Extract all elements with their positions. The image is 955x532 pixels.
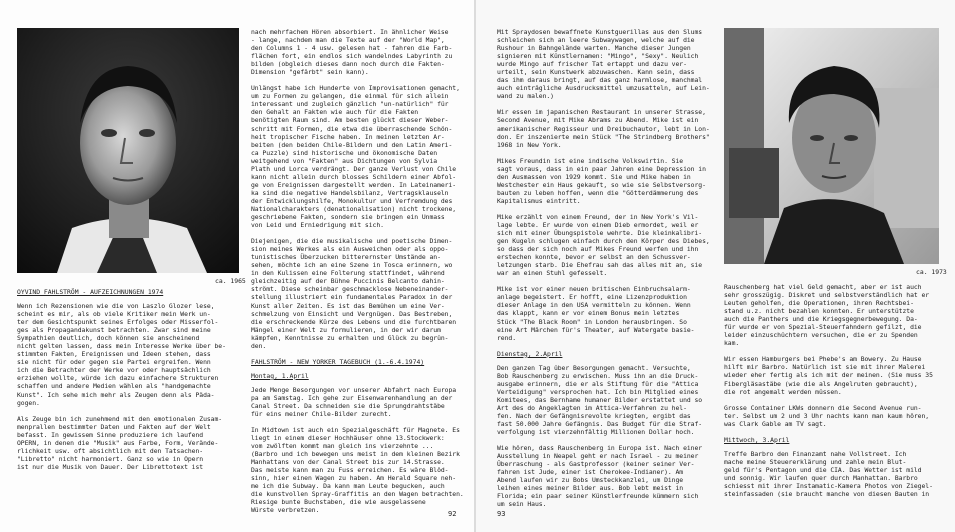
diary-date: Dienstag, 2.April	[497, 349, 563, 358]
left-column-2	[251, 28, 473, 518]
paragraph: Diejenigen, die die musikalische und poetische Dimen- sion meines Werkes als ein Ausweichen oder als oppo- tunistisches Überzucken bitterernster Umstände an- sehen, möchte ich an eine Szene in Tosca erinnern, wo in den Kulissen eine Folterung stattfindet, während gleichzeitig auf der Bühne Puccinis Belcanto dahin- strömt. Diese scheinbar geschmacklose Nebeneinander- stellung illustriert ein fundamentales Paradox in der Kunst aller Zeiten. Es ist das Bemühen um eine Ver- schmelzung von Einsicht und Vergnügen. Das Bestreben, die erschreckende Kürze des Lebens und die furchtbaren Mängel einer Welt zu formulieren, in der wir darum kämpfen, Kenntnisse zu erhalten und Glück zu begrün- den.	[251, 237, 457, 350]
paragraph: Als Zeuge bin ich zunehmend mit den emotionalen Zusam- menprallen bestimmter Daten und Fakten auf der Welt befasst. In gewissem Sinne produziere ich laufend OPERN, in denen die "Musik" aus Farbe, Form, Verände- rlichkeit usw. oft absichtlich mit den Tatsachen- "Libretto" nicht harmoniert. Ganz so wie in Opern ist nur die Musik von Dauer. Der Librettotext ist	[17, 414, 223, 471]
diary-heading: FAHLSTRÖM - NEW YORKER TAGEBUCH (1.-6.4.1974)	[251, 357, 425, 366]
diary-date: Mittwoch, 3.April	[724, 435, 790, 444]
right-column-1	[497, 28, 722, 518]
photo-caption: ca. 1965	[215, 277, 246, 285]
page-number: 93	[497, 510, 506, 518]
paragraph: Mikes Freundin ist eine indische Volkswirtin. Sie sagt voraus, dass in ein paar Jahren eine Depression in den Ausmassen von 1929 kommt. Sie und Mike haben in Westchester ein Haus gekauft, so wie sie Selbstversorg- bauten zu leben hoffen, wenn die "Götterdämmerung des Kapitalismus eintritt.	[497, 156, 706, 205]
paragraph: Mike ist vor einer neuen britischen Einbruchsalarm- anlage begeistert. Er hofft, eine Lizenzproduktion dieser Anlage in den USA vermitteln zu können. Wenn das klappt, kann er vor einem Bonus mein letztes Stück "The Black Room" in London herausbringen. So eine Art Märchen für's Theater, auf Watergate basie- rend.	[497, 285, 695, 342]
right-column-2	[724, 283, 949, 518]
paragraph: Rauschenberg hat viel Geld gemacht, aber er ist auch sehr grosszügig. Diskret und selbstverständlich hat er Leuten geholfen, die Operationen, ihren Rechtsbei- stand u.z. nicht bezahlen konnten. Er unterstützte auch die Panthers und die Kriegsgegnerbewegung. Da- für wurde er von Spezial-Steuerfahndern gefilzt, die leider einzuschüchtern versuchen, die er zu Spenden kam.	[724, 283, 930, 348]
paragraph: Mike erzählt von einem Freund, der in New York's Vil- lage lebte. Er wurde von einem Dieb ermordet, weil er sich mit einer Übungspistole wehrte. Die kleinkalibri- gen Kugeln schlugen einfach durch den Körper des Diebes, so dass der sich noch auf Mikes Freund werfen und ihn erstechen konnte, bevor er selbst an den Schussver- letzungen starb. Die Ehefrau sah das alles mit an, sie war an einen Stuhl gefesselt.	[497, 212, 710, 278]
left-page	[0, 0, 475, 532]
paragraph: Den ganzen Tag über Besorgungen gemacht. Versuchte, Bob Rauschenberg zu erwischen. Muss ihn an die Druck- ausgabe erinnern, die er als Stiftung für die "Attica Verteidigung" versprochen hat. Ich bin Mitglied eines Komitees, das Bernhame humaner Bilder erstattet und so Art des do Angeklagten im Attica-Verfahren zu hel- fen. Nach der Gefängnisrevolte kriegten, ergibt das fast 50.000 Jahre Gefängnis. Das Budget für die Straf- verfolgung ist vierzehnfältig Millionen Dollar hoch.	[497, 363, 703, 437]
right-page	[476, 0, 955, 532]
paragraph: In Midtown ist auch ein Spezialgeschäft für Magnete. Es liegt in einem dieser Hochhäuser ohne 13.Stockwerk: vom zwölften kommt man gleich ins vierzehnte ... (Barbro und ich bewegen uns meist in dem kleinen Bezirk Manhattans von der Canal Street bis zur 14.Strasse. Das meiste kann man zu Fuss erreichen. Es wäre Blöd- sinn, hier einen Wagen zu haben. Am Herald Square neh- me ich die Subway. Da kann man Leute begucken, auch die kunstvollen Spray-Graffitis an den Wagen betrachten. Riesige bunte Buchstaben, die wie ausgelassene Würste verbretzen.	[251, 425, 464, 515]
page-number: 92	[448, 510, 457, 518]
paragraph: Treffe Barbro den Finanzamt nahe Vollstreet. Ich mache meine Steuererklärung und zahle mein Blut- geld für's Pentagon und die CIA. Das Wetter ist mild und sonnig. Wir laufen quer durch Manhattan. Barbro schiesst mit ihrer Instamatic-Kamera Photos von Ziegel- steinfassaden (sie braucht manche von diesen Bauten in	[724, 449, 933, 498]
portrait-photo-1973	[724, 28, 939, 264]
paragraph: Wir essen Hamburgers bei Phebe's am Bowery. Zu Hause hilft mir Barbro. Natürlich ist sie mit ihrer Malerei wieder eher fertig als ich mit der meinen. (Sie muss 35 Fibergläsastäbe (wie die als Angelruten gebraucht), die rot angemalt werden müssen.	[724, 355, 933, 396]
portrait-photo-1965	[17, 28, 239, 273]
left-column-1	[17, 288, 247, 518]
paragraph: Jede Menge Besorgungen vor unserer Abfahrt nach Europa pa am Samstag. Ich gehe zur Eisenwarenhandlung an der Canal Street. Da schneiden sie die Sprungdrahtstäbe für eins meiner Chile-Bilder zurecht.	[251, 385, 457, 418]
paragraph: Grosse Container LKWs donnern die Second Avenue run- ter. Selbst um 2 und 3 Uhr nachts kann man kaum hören, was Clark Gable am TV sagt.	[724, 403, 930, 428]
portrait-image	[724, 28, 939, 264]
paragraph: Wir essen im japanischen Restaurant in unserer Strasse, Second Avenue, mit Mike Abrams zu Abend. Mike ist ein amerikanischer Regisseur und Dreibuchautor, lebt in Lon- don. Er inszenierte mein Stück "The Strindberg Brothers" 1968 in New York.	[497, 108, 710, 149]
paragraph: Wie hören, dass Rauschenberg in Europa ist. Nach einer Ausstellung in Neapel geht er nach Israel - zu meiner Überraschung - als Gastprofessor (keiner seiner Ver- fahren ist Jude, einer ist Cherokee-Indianer). Am Abend laufen wir zu Bobs Umsteckkanzlei, um Dinge leihen eines meiner Bilder aus. Bob lebt meist in Florida; ein paar seiner Künstlerfreunde kümmern sich um sein Haus.	[497, 444, 703, 509]
photo-caption: ca. 1973	[916, 268, 947, 276]
paragraph: nach mehrfachem Hören absorbiert. In ähnlicher Weise - lange, nachdem man die Texte auf der "World Map", den Columns 1 - 4 usw. gelesen hat - fahren die Farb- flächen fort, ein endlos sich wandelndes Labyrinth zu bilden (obgleich dieses dann noch durch die Fakten- Dimension "gefärbt" sein kann).	[251, 28, 453, 77]
diary-date: Montag, 1.April	[251, 371, 309, 380]
section-heading: OYVIND FAHLSTRÖM - AUFZEICHNUNGEN 1974	[17, 288, 164, 296]
paragraph: Mit Spraydosen bewaffnete Kunstguerillas aus den Slums schleichen sich an leere Subwaywagen, welche auf die Rushour in Bahngelände warten. Manche dieser Jungen signieren mit Künstlernamen: "Mingo", "Sexy". Neulich wurde Mingo auf frischer Tat ertappt und dazu ver- urteilt, sein Kunstwerk abzuwaschen. Kann sein, dass das ihm daraus bringt, auf das ganz harmlose, manchmal auch einträgliche Ausdrucksmittel umzusatteln, auf Lein- wand zu malen.)	[497, 28, 710, 101]
portrait-image	[17, 28, 239, 273]
paragraph: Unlängst habe ich Hunderte von Improvisationen gemacht, um zu Formen zu gelangen, die einmal für sich allein interessant und zugleich gänzlich "un-natürlich" für den Gehalt an Fakten wie auch für die Fakten benötigten Raum sind. Am besten glückt dieser Weber- schritt mit Formen, die etwa die überraschende Schön- heit tropischer Fische haben. In meinen letzten Ar- beiten (den beiden Chile-Bildern und den Latin Ameri- ca Puzzle) sind historische und ökonomische Daten weitgehend von "Fakten" aus Dichtungen von Sylvia Plath und Lorca verdrängt. Der ganze Verlust von Chile kann nicht allein durch blosses Schildern einer Abfol- ge von Ereignissen dargestellt werden. In Lateinameri- ka sind die negative Handelsbilanz, Vertragsklauseln der Entwicklungshilfe, Monokultur und Verfremdung des Nationalcharakters (denationalisation) nicht trockene, geschriebene Fakten, sondern sie bringen ein Unmass von Leid und Erniedrigung mit sich.	[251, 84, 460, 230]
paragraph: Wenn ich Rezensionen wie die von Laszlo Glozer lese, scheint es mir, als ob viele Kritiker mein Werk un- ter dem Gesichtspunkt seines Erfolges oder Misserfol- ges als Propagandakunst betrachten. Zwar sind meine Sympathien deutlich, doch können sie anscheinend nicht gelten lassen, dass mein Interesse Werke über be- stimmten Fakten, Ereignissen und Ideen stehen, dass sie nicht für oder gegen sie Partei ergreifen. Wenn ich die Betrachter der Werke vor oder hauptsächlich erziehen wollte, würde ich dazu einfachere Strukturen schaffen und andere Medien wählen als "handgemachte Kunst". Ich sehe mich mehr als Zeugen denn als Päda- gogen.	[17, 302, 226, 407]
